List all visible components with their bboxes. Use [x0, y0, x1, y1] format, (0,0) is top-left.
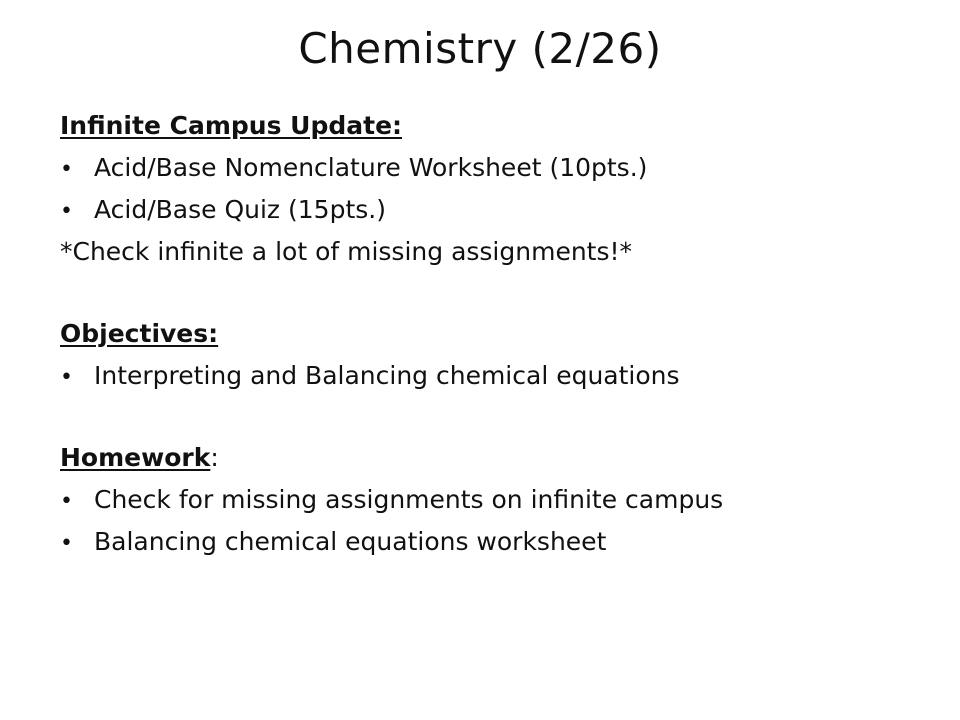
homework-section: [60, 438, 920, 564]
infinite-campus-update-heading: Infinite Campus Update:: [60, 111, 403, 140]
bullet-icon: •: [60, 157, 73, 182]
homework-heading-colon: :: [210, 443, 219, 472]
bullet-icon: •: [60, 199, 73, 224]
list-item: [60, 148, 920, 190]
list-item-text: Interpreting and Balancing chemical equations: [94, 361, 680, 390]
objectives-section: [60, 314, 920, 398]
list-item: [60, 190, 920, 232]
list-item: [60, 522, 920, 564]
bullet-icon: •: [60, 365, 73, 390]
slide-title: Chemistry (2/26): [298, 24, 662, 73]
infinite-campus-update-section: [60, 106, 920, 274]
list-item-text: Balancing chemical equations worksheet: [94, 527, 607, 556]
bullet-icon: •: [60, 489, 73, 514]
list-item: [60, 480, 920, 522]
bullet-icon: •: [60, 531, 73, 556]
list-item-text: Acid/Base Nomenclature Worksheet (10pts.): [94, 153, 648, 182]
list-item-text: Acid/Base Quiz (15pts.): [94, 195, 386, 224]
section-heading: [60, 106, 920, 148]
objectives-heading: Objectives:: [60, 319, 219, 348]
slide-body: [60, 106, 920, 564]
homework-heading: Homework: [60, 443, 211, 472]
section-heading: [60, 438, 920, 480]
missing-assignments-note: *Check infinite a lot of missing assignments!*: [60, 237, 633, 266]
list-item: [60, 356, 920, 398]
list-item-text: Check for missing assignments on infinite campus: [94, 485, 724, 514]
section-heading: [60, 314, 920, 356]
